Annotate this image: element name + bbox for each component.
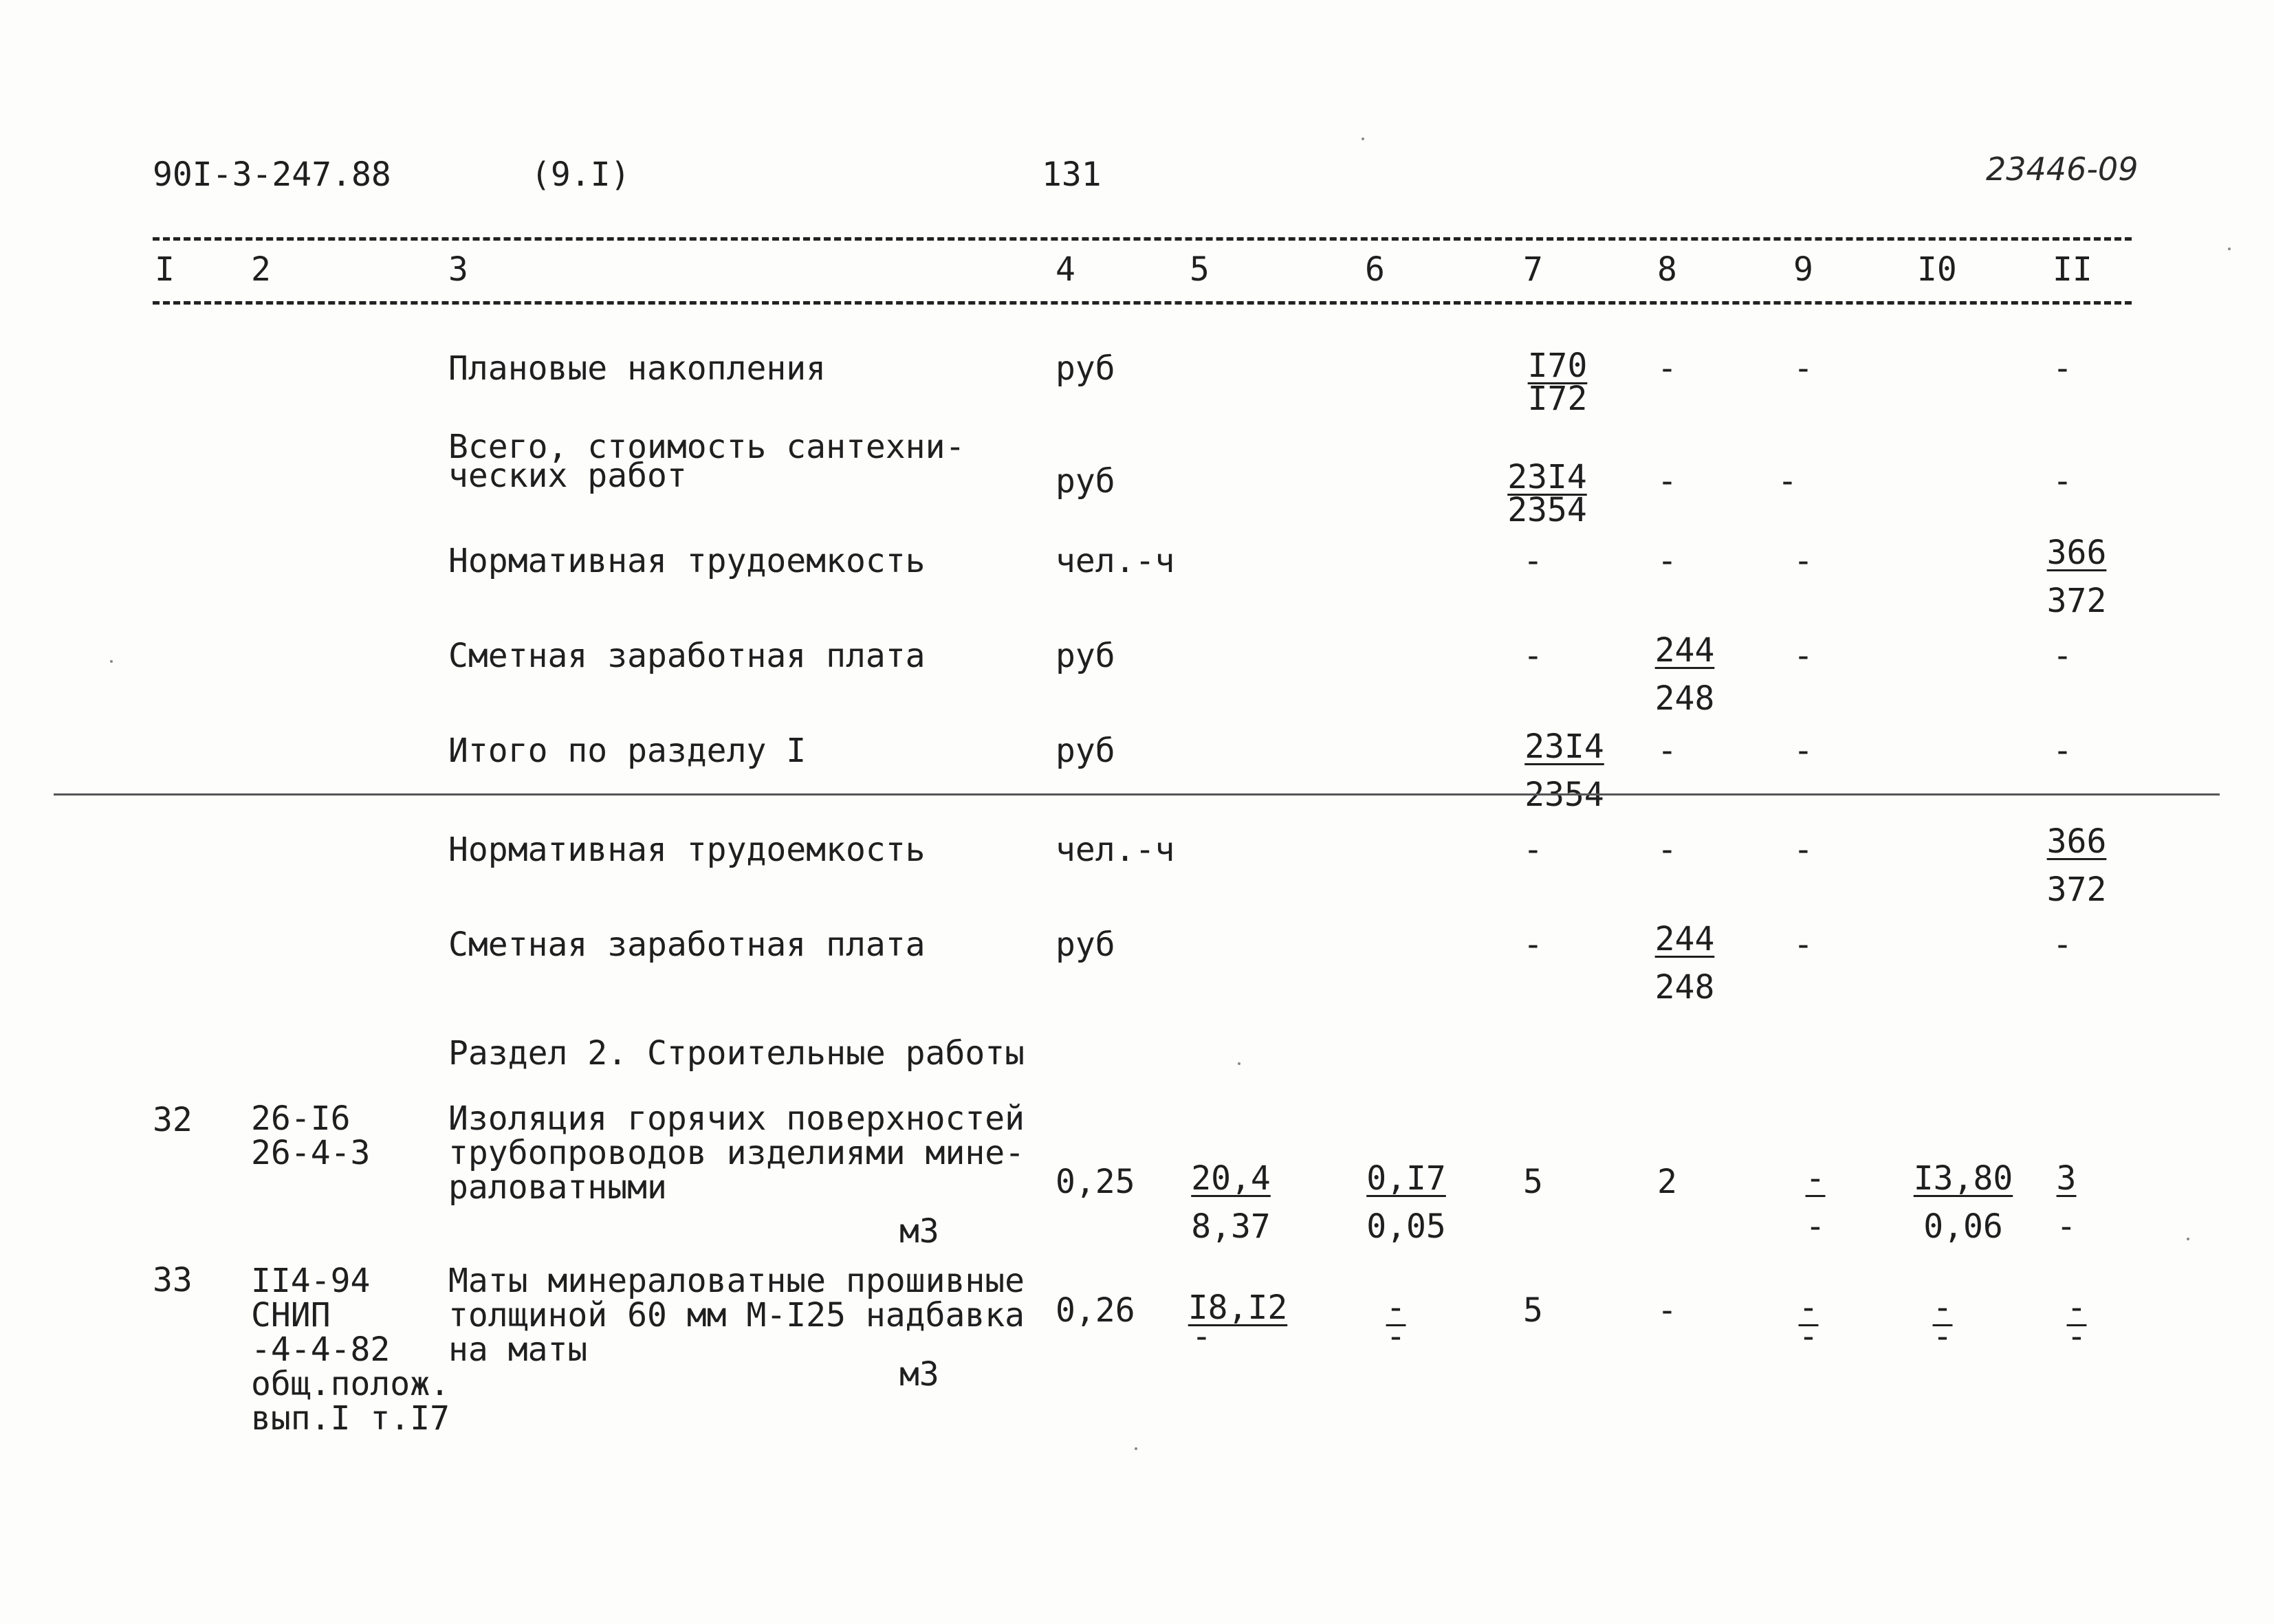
col9-value: - xyxy=(1793,637,1813,675)
fraction-denominator: - xyxy=(1805,1207,1826,1246)
fraction-numerator: 0,I7 xyxy=(1366,1159,1446,1198)
desc-line: на маты xyxy=(448,1330,588,1369)
col11-value: - xyxy=(2053,637,2073,675)
col7-fraction xyxy=(1520,347,1595,418)
row-label: Сметная заработная плата xyxy=(448,925,926,964)
fraction-denominator: 2354 xyxy=(1524,776,1604,814)
col-header-3: 3 xyxy=(448,250,468,289)
desc-line: Маты минераловатные прошивные xyxy=(448,1262,1025,1300)
fraction-denominator: - xyxy=(1386,1317,1406,1356)
row-label: Плановые накопления xyxy=(448,349,827,388)
desc-line: толщиной 60 мм М-I25 надбавка xyxy=(448,1296,1025,1335)
row-unit: руб xyxy=(1056,462,1115,501)
col8-fraction xyxy=(1654,631,1716,718)
col7-value: - xyxy=(1523,637,1543,675)
fraction-denominator: 372 xyxy=(2046,582,2107,620)
col-header-10: I0 xyxy=(1917,250,1957,289)
col8-value: - xyxy=(1657,831,1677,869)
col5-fraction xyxy=(1186,1288,1289,1356)
fraction-numerator: 23I4 xyxy=(1524,727,1604,766)
col8-fraction xyxy=(1654,920,1716,1007)
code-line: СНИП xyxy=(251,1296,331,1335)
col7-value: - xyxy=(1523,542,1543,580)
norm-code xyxy=(251,1264,450,1436)
scan-speck xyxy=(2228,248,2231,250)
row-label: Итого по разделу I xyxy=(448,732,807,770)
desc-line: раловатными xyxy=(448,1168,667,1207)
fraction-numerator: - xyxy=(1386,1288,1406,1327)
scan-speck xyxy=(2187,1238,2189,1240)
fraction-denominator: 2354 xyxy=(1507,491,1587,529)
row-unit: руб xyxy=(1056,637,1115,675)
fraction-numerator: I70 xyxy=(1527,347,1588,385)
scan-speck xyxy=(1135,1447,1137,1450)
scan-speck xyxy=(1362,138,1364,140)
row-unit: м3 xyxy=(899,1212,939,1251)
fraction-numerator: I8,I2 xyxy=(1188,1288,1288,1327)
col11-value: - xyxy=(2053,732,2073,770)
desc-line: трубопроводов изделиями мине- xyxy=(448,1134,1025,1172)
header-top-rule xyxy=(153,237,2132,241)
fraction-numerator: 244 xyxy=(1654,920,1715,958)
fraction-denominator: 372 xyxy=(2046,870,2107,909)
quantity: 0,25 xyxy=(1056,1163,1135,1201)
row-number: 33 xyxy=(153,1261,193,1299)
fraction-numerator: 20,4 xyxy=(1191,1159,1271,1198)
col-header-5: 5 xyxy=(1190,250,1210,289)
col7-value: 5 xyxy=(1523,1163,1543,1201)
col-header-11: II xyxy=(2053,250,2092,289)
quantity: 0,26 xyxy=(1056,1291,1135,1330)
col-header-9: 9 xyxy=(1793,250,1813,289)
col11-value: - xyxy=(2053,462,2073,501)
col8-value: 2 xyxy=(1657,1163,1677,1201)
fraction-denominator: - xyxy=(2056,1207,2077,1246)
code-line: 26-I6 xyxy=(251,1099,351,1138)
col5-fraction xyxy=(1186,1159,1276,1246)
row-label xyxy=(448,430,965,493)
col11-fraction xyxy=(2046,822,2108,909)
col-header-6: 6 xyxy=(1365,250,1385,289)
scan-speck xyxy=(1238,1062,1240,1065)
fraction-denominator: - xyxy=(1798,1317,1819,1356)
fraction-numerator: 366 xyxy=(2046,822,2107,861)
row-number: 32 xyxy=(153,1101,193,1139)
code-line: II4-94 xyxy=(251,1262,371,1300)
fraction-numerator: 3 xyxy=(2056,1159,2077,1198)
col8-value: - xyxy=(1657,462,1677,501)
col8-value: - xyxy=(1657,732,1677,770)
page-number: 131 xyxy=(1042,155,1102,194)
col6-fraction xyxy=(1362,1159,1451,1246)
code-line: 26-4-3 xyxy=(251,1134,371,1172)
row-label: Нормативная трудоемкость xyxy=(448,831,926,869)
fraction-numerator: I3,80 xyxy=(1913,1159,2013,1198)
work-description xyxy=(448,1101,1025,1205)
col-header-1: I xyxy=(155,250,175,289)
row-unit: м3 xyxy=(899,1355,939,1394)
col11-value: - xyxy=(2053,349,2073,388)
fraction-numerator: 23I4 xyxy=(1507,458,1587,496)
row-unit: чел.-ч xyxy=(1056,831,1175,869)
fraction-denominator: - xyxy=(1932,1317,1953,1356)
row-unit: руб xyxy=(1056,732,1115,770)
col7-value: - xyxy=(1523,925,1543,964)
scan-speck xyxy=(110,660,113,663)
col9-value: - xyxy=(1793,349,1813,388)
norm-code xyxy=(251,1101,370,1170)
page-fold-line xyxy=(54,793,2220,795)
col7-value: - xyxy=(1523,831,1543,869)
col-header-4: 4 xyxy=(1056,250,1075,289)
row-label: Нормативная трудоемкость xyxy=(448,542,926,580)
col8-value: - xyxy=(1657,1291,1677,1330)
code-line: вып.I т.I7 xyxy=(251,1399,450,1438)
row-unit: руб xyxy=(1056,349,1115,388)
col7-fraction xyxy=(1502,458,1592,529)
fraction-denominator: 248 xyxy=(1654,679,1715,718)
col9-value: - xyxy=(1793,925,1813,964)
col9-value: - xyxy=(1778,462,1797,501)
col7-value: 5 xyxy=(1523,1291,1543,1330)
label-line: Всего, стоимость сантехни- xyxy=(448,428,965,466)
fraction-numerator: - xyxy=(1805,1159,1826,1198)
fraction-denominator: 8,37 xyxy=(1191,1207,1271,1246)
col8-value: - xyxy=(1657,542,1677,580)
fraction-numerator: - xyxy=(1798,1288,1819,1327)
inventory-number: 23446-09 xyxy=(1986,151,2139,188)
section-title: Раздел 2. Строительные работы xyxy=(448,1034,1025,1073)
col9-value: - xyxy=(1793,732,1813,770)
col11-value: - xyxy=(2053,925,2073,964)
col11-fraction xyxy=(2046,1159,2087,1246)
col9-fraction xyxy=(1788,1288,1829,1356)
col-header-8: 8 xyxy=(1657,250,1677,289)
work-description xyxy=(448,1264,1025,1367)
col-header-2: 2 xyxy=(251,250,271,289)
col11-fraction xyxy=(2046,1288,2108,1356)
fraction-numerator: 244 xyxy=(1654,631,1715,670)
col-header-7: 7 xyxy=(1523,250,1543,289)
fraction-denominator: I72 xyxy=(1527,380,1588,418)
code-line: общ.полож. xyxy=(251,1365,450,1403)
col10-fraction xyxy=(1908,1159,2018,1246)
col9-fraction xyxy=(1788,1159,1843,1246)
fraction-numerator: - xyxy=(2066,1288,2087,1327)
header-bottom-rule xyxy=(153,301,2132,305)
col10-fraction xyxy=(1912,1288,1974,1356)
col9-value: - xyxy=(1793,542,1813,580)
fraction-denominator: - xyxy=(1192,1317,1212,1356)
col9-value: - xyxy=(1793,831,1813,869)
code-line: -4-4-82 xyxy=(251,1330,391,1369)
col11-fraction xyxy=(2046,534,2108,620)
col8-value: - xyxy=(1657,349,1677,388)
fraction-denominator: 0,05 xyxy=(1366,1207,1446,1246)
fraction-denominator: 0,06 xyxy=(1923,1207,2003,1246)
row-label: Сметная заработная плата xyxy=(448,637,926,675)
label-line: ческих работ xyxy=(448,457,687,495)
fraction-denominator: 248 xyxy=(1654,968,1715,1007)
desc-line: Изоляция горячих поверхностей xyxy=(448,1099,1025,1138)
col7-fraction xyxy=(1520,727,1609,814)
row-unit: руб xyxy=(1056,925,1115,964)
section-reference: (9.I) xyxy=(531,155,631,194)
fraction-numerator: 366 xyxy=(2046,534,2107,572)
row-unit: чел.-ч xyxy=(1056,542,1175,580)
document-code: 90I-3-247.88 xyxy=(153,155,391,194)
fraction-numerator: - xyxy=(1932,1288,1953,1327)
fraction-denominator: - xyxy=(2066,1317,2087,1356)
col6-fraction xyxy=(1362,1288,1430,1356)
